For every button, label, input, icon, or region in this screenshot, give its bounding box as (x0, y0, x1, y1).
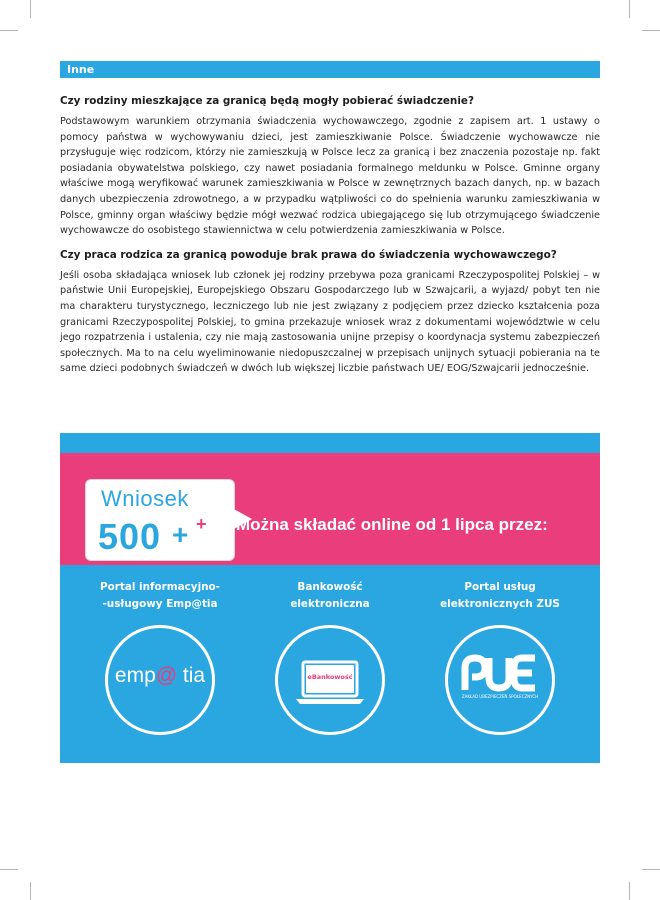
empatia-logo-at: @ (155, 664, 178, 687)
channel-label-line: Portal informacyjno- (100, 581, 220, 593)
section-header-bar (60, 61, 600, 78)
laptop-circle (275, 625, 385, 735)
channel-label (250, 579, 410, 615)
empatia-logo-text (108, 664, 212, 688)
crop-mark (0, 30, 18, 31)
channel-empatia[interactable] (80, 579, 240, 687)
faq-answer: Podstawowym warunkiem otrzymania świadczenia wychowawczego, zgodnie z zapisem art. 1 ustawy o pomocy państwa w wychowywaniu dzieci, jest zamieszkiwanie Polsce. Świadczenie wychowawcze nie przysługuje więc rodzicom, którzy nie zamieszkują w Polsce lecz za granicą i bez znaczenia pozostaje np. fakt posiadania obywatelstwa polskiego, czy nawet posiadania formalnego meldunku w Polsce. Gminne organy właściwe mogą weryfikować warunek zamieszkiwania w Polsce w zewnętrznych bazach danych, np. w bazach danych ubezpieczenia zdrowotnego, a w przypadku wątpliwości co do spełnienia warunku zamieszkiwania w Polsce, gminny organ właściwy będzie mógł wezwać rodzica ubiegającego się lub otrzymującego świadczenie wychowawcze do osobistego stawiennictwa w celu potwierdzenia zamieszkiwania w Polsce. (60, 116, 600, 237)
crop-mark (629, 0, 630, 18)
banner-pink-stripe (60, 453, 600, 565)
500-plus-logo-icon (96, 516, 226, 556)
crop-mark (0, 869, 18, 870)
channel-label (80, 579, 240, 615)
online-application-banner (60, 433, 600, 763)
faq-question: Czy rodziny mieszkające za granicą będą mogły pobierać świadczenie? (60, 95, 474, 107)
pue-logo-icon (445, 625, 555, 735)
channel-label (420, 579, 580, 615)
faq-answer: Jeśli osoba składająca wniosek lub członek jej rodziny przebywa poza granicami Rzeczypospolitej Polskiej – w państwie Unii Europejskiej, Europejskiego Obszaru Gospodarczego lub w Szwajcarii, a wyjazd/ pobyt ten nie ma charakteru turystycznego, leczniczego lub nie jest związany z podjęciem przez dziecko kształcenia poza granicami Rzeczypospolitej Polskiej, to gmina przekazuje wniosek wraz z dokumentami województwie w celu jego rozpatrzenia i ustalenia, czy nie mają zastosowania unijne przepisy o koordynacja systemu zabezpieczeń społecznych. Ma to na celu wyeliminowanie niedopuszczalnej w przepisach unijnych sytuacji pobierania na te same dzieci podobnych świadczeń w dwóch lub większej liczbie państwach UE/ EOG/Szwajcarii jednocześnie. (60, 269, 600, 375)
empatia-logo-icon (105, 625, 215, 735)
logo-title: Wniosek (101, 486, 189, 511)
crop-mark (30, 882, 31, 900)
channel-ebanking[interactable] (250, 579, 410, 681)
channel-label-line: Bankowość (297, 581, 363, 593)
logo-number: 500 (98, 516, 162, 556)
pue-logo-graphic (448, 628, 552, 732)
crop-mark (642, 869, 660, 870)
crop-mark (30, 0, 31, 18)
logo-plus-small: + (196, 516, 207, 534)
channel-label-line: Portal usług (464, 581, 536, 593)
laptop-screen-text: eBankowość (307, 673, 353, 681)
crop-mark (629, 882, 630, 900)
empatia-logo-part: emp (114, 664, 156, 687)
channel-label-line: -usługowy Emp@tia (102, 598, 218, 610)
crop-mark (642, 30, 660, 31)
faq-question: Czy praca rodzica za granicą powoduje brak prawa do świadczenia wychowawczego? (60, 248, 557, 261)
channel-pue-zus[interactable] (420, 579, 580, 699)
logo-plus: + (172, 519, 189, 550)
pue-logo-subtext: ZAKŁAD UBEZPIECZEŃ SPOŁECZNYCH (461, 694, 539, 699)
banner-headline: Można składać online od 1 lipca przez: (236, 515, 548, 534)
channel-label-line: elektroniczna (290, 598, 370, 610)
wniosek-500-logo (85, 479, 235, 561)
section-title: Inne (67, 63, 95, 76)
channel-label-line: elektronicznych ZUS (440, 598, 560, 610)
empatia-logo-part: tia (177, 664, 206, 687)
faq-content (60, 94, 600, 386)
